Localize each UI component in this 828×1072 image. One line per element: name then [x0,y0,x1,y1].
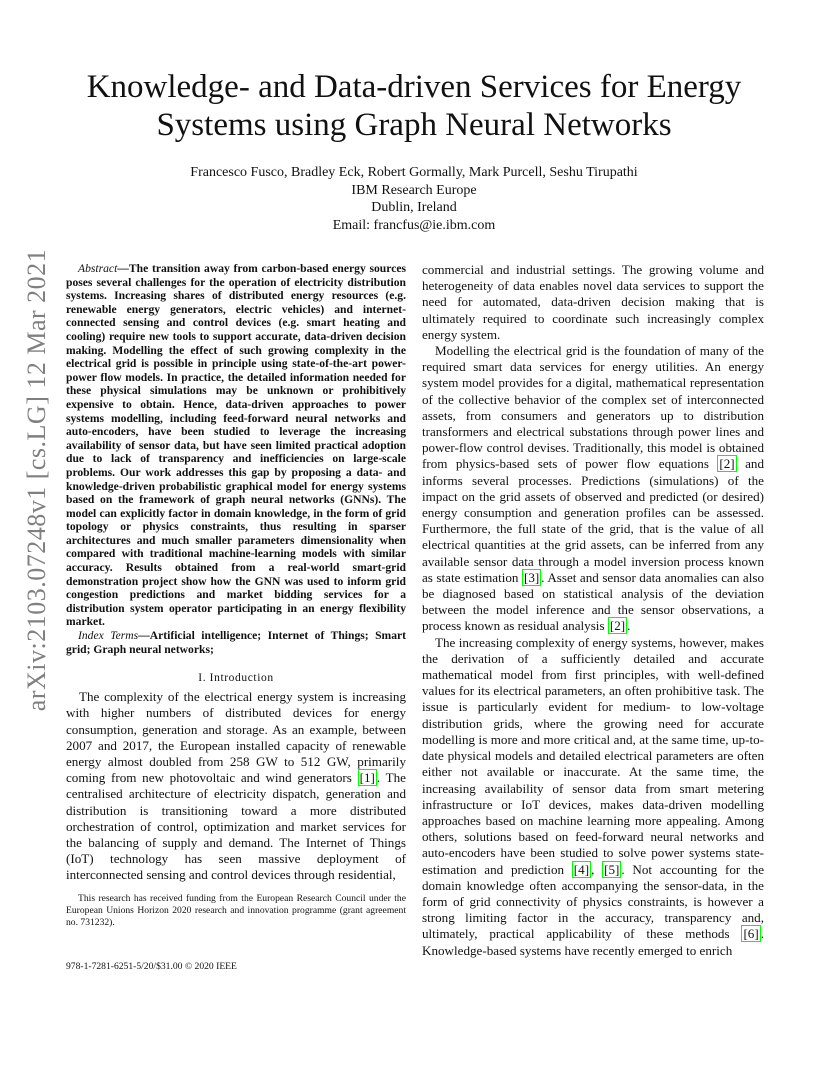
copyright-notice: 978-1-7281-6251-5/20/$31.00 © 2020 IEEE [66,961,237,972]
index-terms-text: —Artificial intelligence; Internet of Things; Smart grid; Graph neural networks; [66,629,406,656]
citation-link[interactable]: [4] [573,861,590,877]
para-text: . Asset and sensor data anomalies can also be diagnosed based on statistical analysis of the deviation between the model inference and the sensor observations, a process known as residual analysis [422,569,764,634]
para-text: The increasing complexity of energy systems, however, makes the derivation of a sufficiently detailed and accurate mathematical model from first principles, with well-defined values for its electrical parameters, an often prohibitive task. The issue is particularly evident for medium- to low-voltage distribution grids, where the growing need for accurate modelling is more and more critical and, at the same time, up-to-date physical models and detailed electrical parameters are often either not available or inaccurate. At the same time, the increasing availability of sensor data from smart metering infrastructure or IoT devices, makes data-driven modelling approaches based on machine learning more appealing. Among others, solutions based on feed-forward neural networks and auto-encoders have been studied to solve power systems state-estimation and prediction [422,634,764,877]
citation-link[interactable]: [6] [743,926,759,942]
citation-link[interactable]: [2] [609,618,626,634]
citation-link[interactable]: [3] [523,569,540,585]
paragraph-complexity [422,635,764,959]
intro-paragraph [66,689,406,883]
para-text: . Not accounting for the domain knowledge often accompanying the sensor-data, in the form of grid connectivity of physics constraints, is however a strong limiting factor in the accuracy, transparency and, ultimately, practical applicability of these methods [422,861,765,942]
funding-footnote: This research has received funding from the European Research Council under the European Unions Horizon 2020 research and innovation programme (grant agreement no. 731232). [66,893,406,928]
abstract [66,262,406,629]
affiliation: IBM Research Europe [351,182,477,198]
intro-text-a: The complexity of the electrical energy system is increasing with higher numbers of distributed devices for energy consumption, generation and storage. As an example, between 2007 and 2017, the European installed capacity of renewable energy almost doubled from 258 GW to 512 GW, primarily coming from new photovoltaic and wind generators [66,689,406,786]
email: Email: francfus@ie.ibm.com [332,217,496,233]
para-text: , [591,861,603,877]
paragraph-grid-modelling [422,343,764,635]
para-text: Modelling the electrical grid is the foundation of many of the required smart data services for energy utilities. An energy system model provides for a digital, mathematical representation of the collective behavior of the complex set of interconnected assets, from consumers and generators up to distribution transformers and electrical substations through power lines and power-flow control devises. Traditionally, this model is obtained from physics-based sets of power flow equations [422,343,764,472]
citation-link[interactable]: [5] [604,861,620,877]
para-text: . [627,618,631,634]
para-text: and informs several processes. Predictions (simulations) of the impact on the grid assets of observed and predicted (or desired) energy consumption and generation profiles can be assessed. Furthermore, the full state of the grid, that is the value of all electrical quantities at the grid assets, can be inferred from any available sensor data through a model inversion process known as state estimation [422,456,764,585]
section-heading-introduction: I. Introduction [198,672,274,685]
paper-title: Knowledge- and Data-driven Services for Energy Systems using Graph Neural Networks [86,69,742,143]
author-names: Francesco Fusco, Bradley Eck, Robert Gormally, Mark Purcell, Seshu Tirupathi [190,165,638,180]
index-terms [66,629,406,656]
author-block [40,164,788,234]
arxiv-identifier: arXiv:2103.07248v1 [cs.LG] 12 Mar 2021 [22,248,51,712]
intro-text-b: . The centralised architecture of electricity dispatch, generation and distribution is transitioning toward a more distributed orchestration of control, optimization and market services for the balancing of supply and demand. The Internet of Things (IoT) technology has seen massive deployment of interconnected sensing and control devices through residential, [66,770,406,883]
right-column [422,262,764,959]
abstract-label: Abstract [78,262,118,275]
paragraph-continued: commercial and industrial settings. The growing volume and heterogeneity of data enables novel data services to support the need for automated, data-driven decision making that is ultimately required to coordinate such increasingly complex energy system. [422,262,764,342]
abstract-text: —The transition away from carbon-based energy sources poses several challenges for the operation of electricity distribution systems. Increasing shares of distributed energy resources (e.g. renewable energy generators, electric vehicles) and internet-connected sensing and control devices (e.g. smart heating and cooling) require new tools to support accurate, data-driven decision making. Modelling the effect of such growing complexity in the electrical grid is possible in principle using state-of-the-art power-power flow models. In practice, the detailed information needed for these physical simulations may be unknown or prohibitively expensive to obtain. Hence, data-driven approaches to power systems modelling, including feed-forward neural networks and auto-encoders, have been studied to leverage the increasing availability of sensor data, but have seen limited practical adoption due to lack of transparency and inefficiencies on large-scale problems. Our work addresses this gap by proposing a data- and knowledge-driven probabilistic graphical model for energy systems based on the framework of graph neural networks (GNNs). The model can explicitly factor in domain knowledge, in the form of grid topology or physics constraints, thus resulting in sparser architectures and much smaller parameters dimensionality when compared with traditional machine-learning models with similar accuracy. Results obtained from a real-world smart-grid demonstration project show how the GNN was used to inform grid congestion predictions and market bidding services for a distribution system operator participating in an energy flexibility market. [66,262,406,629]
arxiv-side-label [0,0,51,712]
left-column [66,262,406,884]
para-text: . Knowledge-based systems have recently emerged to enrich [422,926,764,958]
citation-link[interactable]: [1] [359,770,375,786]
location: Dublin, Ireland [371,200,457,215]
index-terms-label: Index Terms [78,629,139,643]
citation-link[interactable]: [2] [719,456,735,472]
